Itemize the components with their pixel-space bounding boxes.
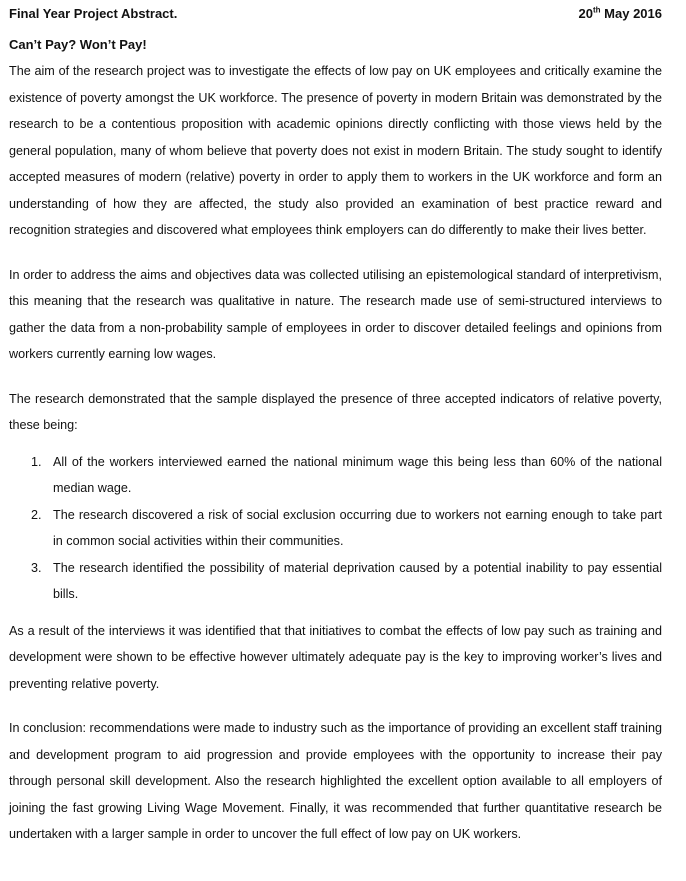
paragraph-methodology: In order to address the aims and objectives data was collected utilising an epistemological standard of interpretivism, this meaning that the research was qualitative in nature. The research made use of semi-structured interviews to gather the data from a non-probability sample of employees in order to discover detailed feelings and opinions from workers currently earning low wages. — [9, 267, 662, 361]
list-item-text: The research identified the possibility of material deprivation caused by a potential inability to pay essential bills. — [53, 560, 662, 601]
list-item-text: All of the workers interviewed earned the national minimum wage this being less than 60% of the national median wage. — [53, 454, 662, 495]
list-item-number: 1. — [31, 454, 42, 469]
list-item-number: 2. — [31, 507, 42, 522]
poverty-indicators-list — [9, 449, 662, 608]
paragraph-conclusion: In conclusion: recommendations were made to industry such as the importance of providing an excellent staff training and development program to aid progression and provide employees with the opportunity to increase their pay through personal skill development. Also the research highlighted the excellent option available to all employers of joining the fast growing Living Wage Movement. Finally, it was recommended that further quantitative research be undertaken with a larger sample in order to uncover the full effect of low pay on UK workers. — [9, 721, 662, 841]
list-item — [9, 502, 662, 555]
list-item — [9, 555, 662, 608]
paragraph-findings-intro: The research demonstrated that the sample displayed the presence of three accepted indicators of relative poverty, these being: — [9, 391, 662, 432]
document-header — [9, 4, 662, 24]
abstract-subtitle: Can’t Pay? Won’t Pay! — [9, 37, 147, 52]
paragraph-results: As a result of the interviews it was identified that that initiatives to combat the effects of low pay such as training and development were shown to be effective however ultimately adequate pay is the key to improving worker’s lives and preventing relative poverty. — [9, 623, 662, 691]
document-title: Final Year Project Abstract. — [9, 6, 178, 21]
paragraph-aims: The aim of the research project was to investigate the effects of low pay on UK employees and critically examine the existence of poverty amongst the UK workforce. The presence of poverty in modern Britain was demonstrated by the research to be a contentious proposition with academic opinions directly conflicting with those views held by the general population, many of whom believe that poverty does not exist in modern Britain. The study sought to identify accepted measures of modern (relative) poverty in order to apply them to workers in the UK workforce and form an understanding of how they are affected, the study also provided an examination of best practice reward and recognition strategies and discovered what employees think employers can do differently to make their lives better. — [9, 64, 662, 237]
document-date — [579, 4, 662, 24]
date-day: 20 — [578, 6, 593, 21]
list-item — [9, 449, 662, 502]
list-item-text: The research discovered a risk of social exclusion occurring due to workers not earning enough to take part in common social activities within their communities. — [53, 507, 662, 548]
date-month-year: May 2016 — [600, 6, 662, 21]
list-item-number: 3. — [31, 560, 42, 575]
document-page — [9, 4, 662, 848]
date-suffix: th — [593, 5, 601, 15]
